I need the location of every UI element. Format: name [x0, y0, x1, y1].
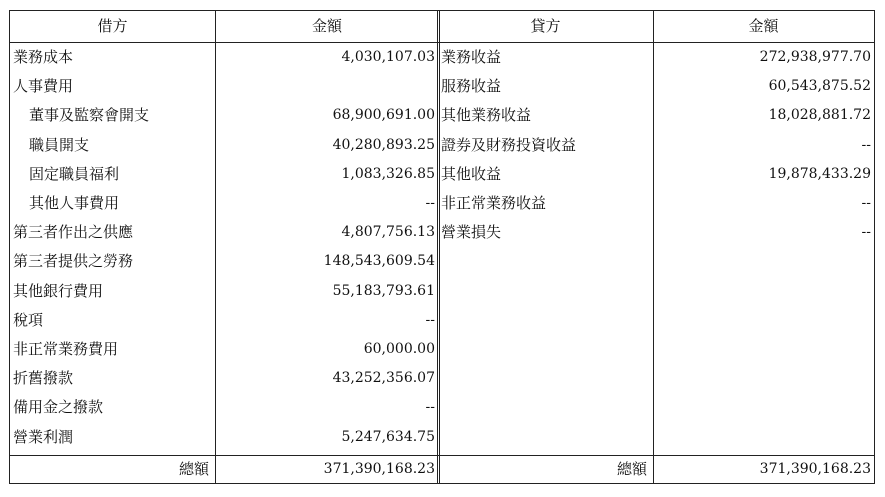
right-row-amount: 272,938,977.70: [759, 49, 871, 65]
right-row-amount: --: [861, 224, 871, 241]
right-row-amount: 60,543,875.52: [768, 78, 871, 95]
credit-table: [437, 10, 875, 484]
left-row-label: 業務成本: [13, 48, 74, 66]
left-row: [10, 247, 439, 276]
left-row-label: 折舊撥款: [13, 369, 74, 388]
left-row-label: 稅項: [13, 310, 44, 329]
credit-total-amount: 371,390,168.23: [759, 461, 871, 477]
left-row-amount: 5,247,634.75: [341, 428, 435, 445]
left-row: [10, 277, 439, 306]
right-row: [438, 160, 874, 189]
right-row: [438, 218, 874, 247]
right-row: [438, 131, 874, 160]
left-row-label: 備用金之撥款: [13, 398, 104, 417]
left-row-label: 第三者提供之勞務: [13, 252, 134, 271]
left-row-amount: 55,183,793.61: [332, 282, 435, 299]
left-row-amount: 68,900,691.00: [332, 107, 435, 124]
left-row-label: 固定職員福利: [29, 164, 120, 183]
left-row-label: 其他銀行費用: [13, 281, 104, 300]
left-row-label: 董事及監察會開支: [29, 106, 150, 125]
left-row-amount: --: [425, 311, 435, 328]
left-row: [10, 364, 439, 393]
debit-total-row: [10, 455, 439, 483]
credit-header-row: [438, 11, 874, 43]
right-row-label: 其他業務收益: [441, 106, 532, 125]
debit-amount-column-header: 金額: [311, 17, 342, 35]
right-row-amount: --: [861, 136, 871, 153]
right-row-label: 證券及財務投資收益: [441, 135, 577, 154]
left-row: [10, 423, 439, 452]
left-row: [10, 101, 439, 130]
right-row-label: 營業損失: [441, 223, 502, 242]
credit-total-label: 總額: [616, 460, 647, 478]
left-row: [10, 131, 439, 160]
left-row-amount: 1,083,326.85: [341, 165, 435, 182]
debit-total-amount: 371,390,168.23: [323, 461, 435, 477]
left-row: [10, 72, 439, 101]
left-row-amount: 43,252,356.07: [332, 370, 435, 387]
left-row-amount: 148,543,609.54: [323, 253, 435, 270]
left-row-amount: 4,807,756.13: [341, 224, 435, 241]
left-row-label: 非正常業務費用: [13, 340, 119, 358]
right-row: [438, 189, 874, 218]
right-row-label: 非正常業務收益: [441, 194, 547, 212]
debit-column-header: 借方: [97, 17, 128, 35]
right-row-amount: --: [861, 195, 871, 211]
right-row-label: 服務收益: [441, 77, 502, 96]
right-row: [438, 43, 874, 72]
left-row: [10, 335, 439, 364]
left-row-label: 職員開支: [29, 135, 90, 154]
credit-column-header: 貸方: [530, 17, 561, 35]
left-row-label: 人事費用: [13, 77, 74, 96]
left-row: [10, 393, 439, 422]
left-row-label: 第三者作出之供應: [13, 223, 134, 242]
left-row: [10, 160, 439, 189]
debit-table: [9, 10, 440, 484]
left-row-amount: --: [425, 195, 435, 211]
right-row-label: 其他收益: [441, 164, 502, 183]
credit-total-row: [438, 455, 874, 483]
right-row-amount: 18,028,881.72: [768, 107, 871, 124]
left-row-amount: 40,280,893.25: [332, 136, 435, 153]
left-row-amount: 4,030,107.03: [341, 49, 435, 65]
right-row-amount: 19,878,433.29: [768, 165, 871, 182]
debit-total-label: 總額: [178, 460, 209, 478]
left-row-amount: 60,000.00: [363, 341, 435, 357]
right-row: [438, 72, 874, 101]
right-row-label: 業務收益: [441, 48, 502, 66]
debit-header-row: [10, 11, 439, 43]
left-row: [10, 43, 439, 72]
left-row-amount: --: [425, 399, 435, 416]
left-row: [10, 218, 439, 247]
left-row: [10, 306, 439, 335]
left-row-label: 營業利潤: [13, 427, 74, 446]
credit-amount-column-header: 金額: [748, 17, 779, 35]
left-row: [10, 189, 439, 218]
right-row: [438, 101, 874, 130]
left-row-label: 其他人事費用: [29, 194, 120, 212]
